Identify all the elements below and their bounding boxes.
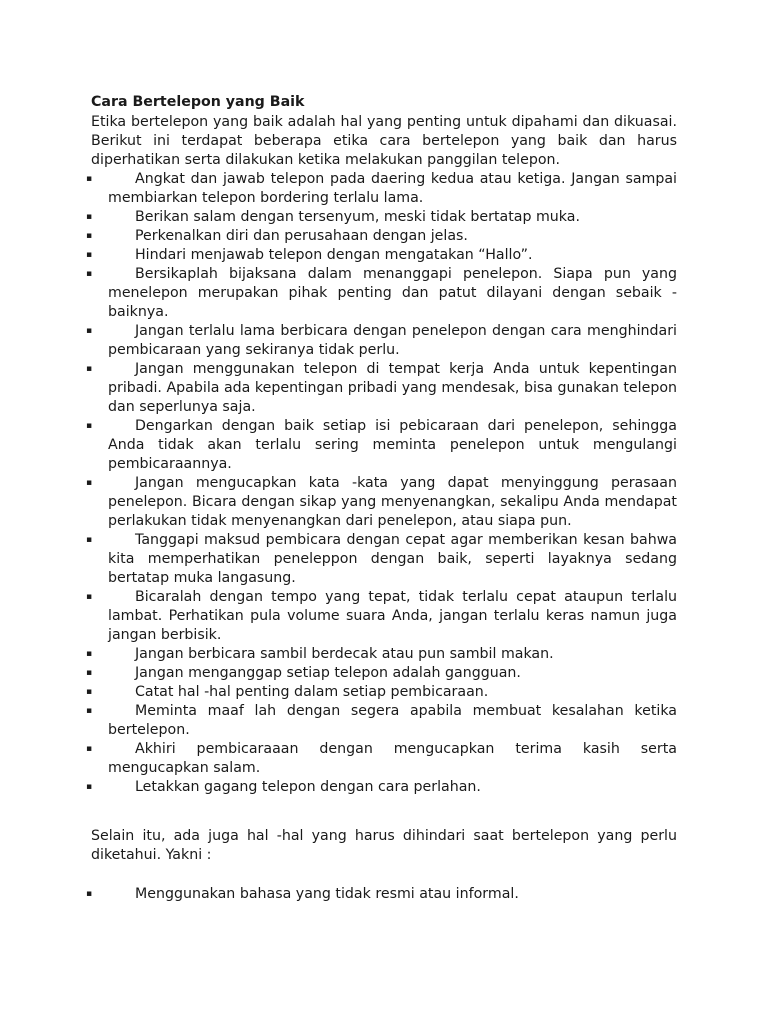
list-item	[0, 702, 677, 740]
list-item-text: Jangan menggunakan telepon di tempat kerja Anda untuk kepentingan pribadi. Apabila ada kepentingan pribadi yang mendesak, bisa gunakan telepon dan seperlunya saja.	[108, 361, 677, 415]
intro-paragraph: Etika bertelepon yang baik adalah hal yang penting untuk dipahami dan dikuasai. Berikut ini terdapat beberapa etika cara bertelepon yang baik dan harus diperhatikan serta dilakukan ketika melakukan panggilan telepon.	[91, 114, 677, 168]
bullet-icon: ▪	[86, 744, 93, 754]
list-item	[0, 645, 677, 664]
list-item-text: Akhiri pembicaraaan dengan mengucapkan terima kasih serta mengucapkan salam.	[108, 741, 677, 776]
list-item	[0, 170, 677, 208]
list-item-text: Tanggapi maksud pembicara dengan cepat agar memberikan kesan bahwa kita memperhatikan peneleppon dengan baik, seperti layaknya sedang bertatap muka langasung.	[108, 532, 677, 586]
bullet-icon: ▪	[86, 649, 93, 659]
list-item	[0, 474, 677, 531]
bullet-icon: ▪	[86, 889, 93, 899]
list-item-text: Jangan mengucapkan kata -kata yang dapat menyinggung perasaan penelepon. Bicara dengan sikap yang menyenangkan, sekalipu Anda mendapat perlakukan tidak menyenangkan dari penelepon, atau siapa pun.	[108, 475, 677, 529]
bullet-icon: ▪	[86, 326, 93, 336]
list-item-text: Menggunakan bahasa yang tidak resmi atau informal.	[135, 886, 519, 902]
list-item	[0, 683, 677, 702]
document-title: Cara Bertelepon yang Baik	[91, 94, 305, 110]
list-item	[0, 322, 677, 360]
list-item-text: Meminta maaf lah dengan segera apabila membuat kesalahan ketika bertelepon.	[108, 703, 677, 738]
list-item	[0, 265, 677, 322]
list-item	[0, 885, 677, 904]
etiquette-list	[0, 170, 768, 797]
bullet-icon: ▪	[86, 592, 93, 602]
bullet-icon: ▪	[86, 212, 93, 222]
list-item-text: Jangan menganggap setiap telepon adalah gangguan.	[135, 665, 521, 681]
list-item	[0, 531, 677, 588]
list-item-text: Hindari menjawab telepon dengan mengatakan “Hallo”.	[135, 247, 533, 263]
list-item-text: Letakkan gagang telepon dengan cara perlahan.	[135, 779, 481, 795]
bullet-icon: ▪	[86, 174, 93, 184]
list-item	[0, 227, 677, 246]
list-item-text: Bersikaplah bijaksana dalam menanggapi penelepon. Siapa pun yang menelepon merupakan pihak penting dan patut dilayani dengan sebaik -baiknya.	[108, 266, 677, 320]
bullet-icon: ▪	[86, 250, 93, 260]
avoid-list	[0, 885, 768, 904]
bullet-icon: ▪	[86, 687, 93, 697]
list-item-text: Berikan salam dengan tersenyum, meski tidak bertatap muka.	[135, 209, 580, 225]
list-item	[0, 208, 677, 227]
list-item-text: Dengarkan dengan baik setiap isi pebicaraan dari penelepon, sehingga Anda tidak akan terlalu sering meminta penelepon untuk mengulangi pembicaraannya.	[108, 418, 677, 472]
list-item-text: Catat hal -hal penting dalam setiap pembicaraan.	[135, 684, 489, 700]
list-item	[0, 417, 677, 474]
list-item	[0, 588, 677, 645]
list-item	[0, 740, 677, 778]
list-item	[0, 246, 677, 265]
list-item-text: Jangan berbicara sambil berdecak atau pun sambil makan.	[135, 646, 554, 662]
bullet-icon: ▪	[86, 421, 93, 431]
bullet-icon: ▪	[86, 706, 93, 716]
outro-paragraph: Selain itu, ada juga hal -hal yang harus dihindari saat bertelepon yang perlu diketahui. Yakni :	[91, 828, 677, 863]
list-item-text: Bicaralah dengan tempo yang tepat, tidak terlalu cepat ataupun terlalu lambat. Perhatikan pula volume suara Anda, jangan terlalu keras namun juga jangan berbisik.	[108, 589, 677, 643]
bullet-icon: ▪	[86, 231, 93, 241]
bullet-icon: ▪	[86, 269, 93, 279]
list-item-text: Perkenalkan diri dan perusahaan dengan jelas.	[135, 228, 468, 244]
list-item-text: Jangan terlalu lama berbicara dengan penelepon dengan cara menghindari pembicaraan yang sekiranya tidak perlu.	[108, 323, 677, 358]
list-item	[0, 360, 677, 417]
list-item-text: Angkat dan jawab telepon pada daering kedua atau ketiga. Jangan sampai membiarkan telepon bordering terlalu lama.	[108, 171, 677, 206]
list-item	[0, 664, 677, 683]
bullet-icon: ▪	[86, 535, 93, 545]
list-item	[0, 778, 677, 797]
bullet-icon: ▪	[86, 364, 93, 374]
bullet-icon: ▪	[86, 668, 93, 678]
bullet-icon: ▪	[86, 478, 93, 488]
bullet-icon: ▪	[86, 782, 93, 792]
